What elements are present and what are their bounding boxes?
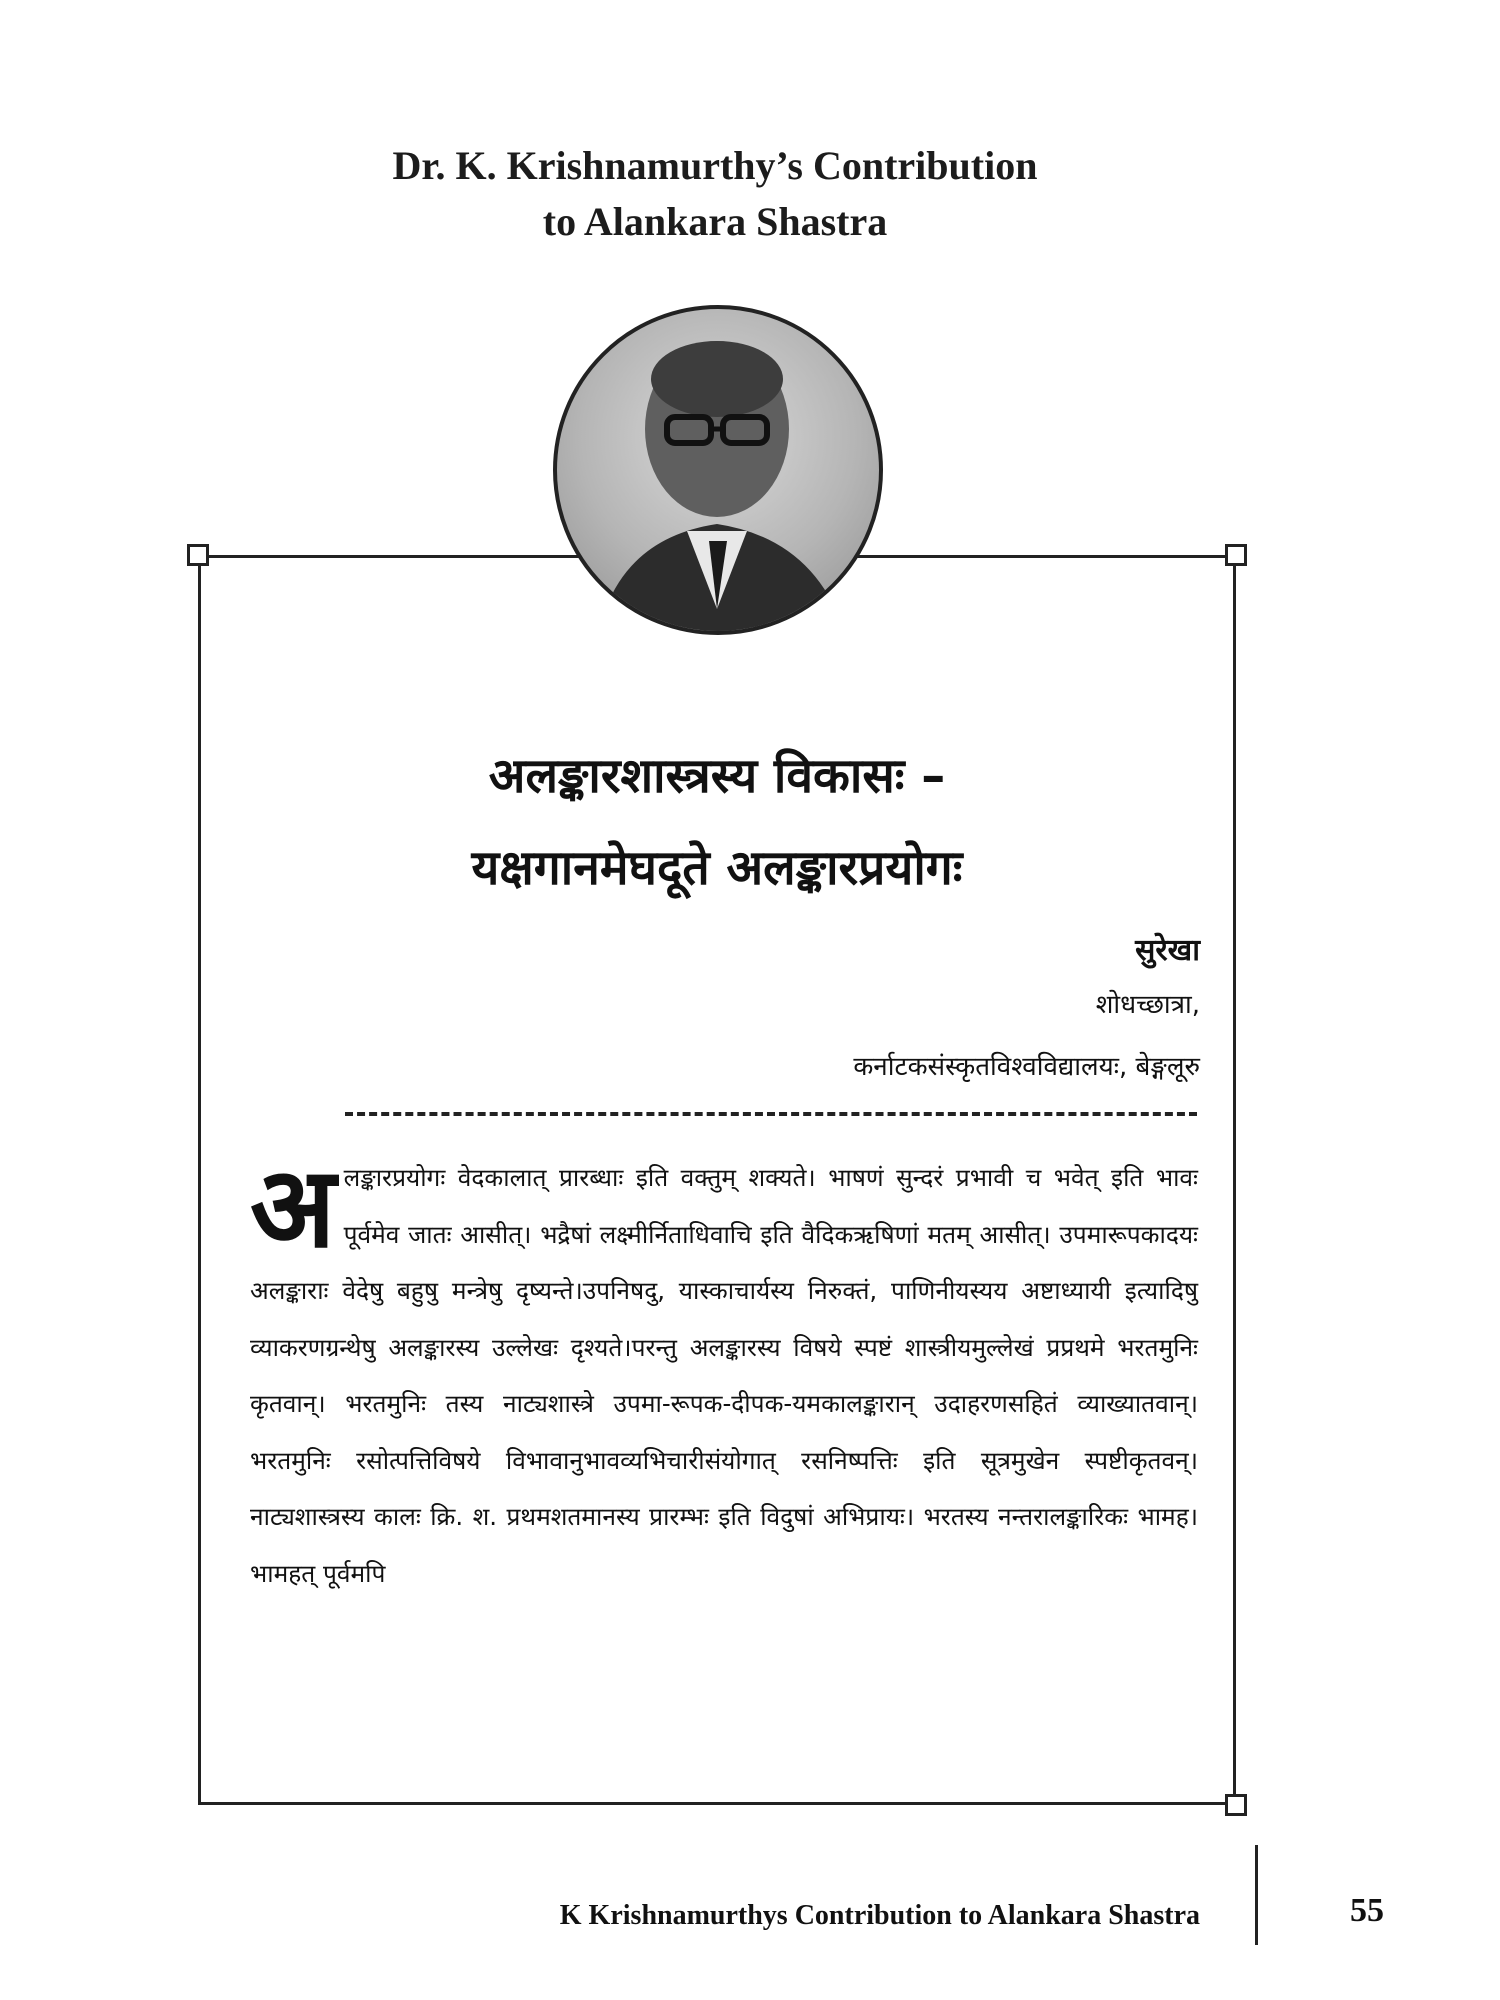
author-institution: कर्नाटकसंस्कृतविश्वविद्यालयः, बेङ्गलूरु <box>853 1052 1200 1082</box>
frame-corner-ornament <box>187 544 209 566</box>
article-body <box>250 1143 1198 1602</box>
author-name: सुरेखा <box>1135 933 1200 968</box>
footer-vertical-rule <box>1255 1845 1258 1945</box>
article-title-line1: अलङ्कारशास्त्रस्य विकासः – <box>488 748 946 804</box>
author-role: शोधच्छात्रा, <box>1095 990 1200 1020</box>
running-footer-title: K Krishnamurthys Contribution to Alankara Shastra <box>559 1900 1200 1931</box>
book-section-title-line1: Dr. K. Krishnamurthy’s Contribution <box>392 143 1038 188</box>
dashed-divider <box>345 1112 1197 1116</box>
book-section-title <box>0 138 1430 250</box>
page-number: 55 <box>1350 1892 1384 1929</box>
author-block <box>853 928 1200 1098</box>
frame-corner-ornament <box>1225 1794 1247 1816</box>
drop-cap-letter: अ <box>250 1143 336 1273</box>
book-section-title-line2: to Alankara Shastra <box>542 199 888 244</box>
author-portrait-photo <box>553 305 883 635</box>
portrait-silhouette-icon <box>557 309 883 635</box>
article-body-paragraph: लङ्कारप्रयोगः वेदकालात् प्रारब्धाः इति वक्तुम् शक्यते। भाषणं सुन्दरं प्रभावी च भवेत् इति भावः पूर्वमेव जातः आसीत्। भद्रैषां लक्ष्मीर्निताधिवाचि इति वैदिकऋषिणां मतम् आसीत्। उपमारूपकादयः अलङ्काराः वेदेषु बहुषु मन्त्रेषु दृष्यन्ते।उपनिषदु, यास्काचार्यस्य निरुक्तं, पाणिनीयस्यय अष्टाध्यायी इत्यादिषु व्याकरणग्रन्थेषु अलङ्कारस्य उल्लेखः दृश्यते।परन्तु अलङ्कारस्य विषये स्पष्टं शास्त्रीयमुल्लेखं प्रप्रथमे भरतमुनिः कृतवान्। भरतमुनिः तस्य नाट्यशास्त्रे उपमा-रूपक-दीपक-यमकालङ्कारान् उदाहरणसहितं व्याख्यातवान्। भरतमुनिः रसोत्पत्तिविषये विभावानुभावव्यभिचारीसंयोगात् रसनिष्पत्तिः इति सूत्रमुखेन स्पष्टीकृतवन्। नाट्यशास्त्रस्य कालः क्रि. श. प्रथमशतमानस्य प्रारम्भः इति विदुषां अभिप्रायः। भरतस्य नन्तरालङ्कारिकः भामह। भामहत् पूर्वमपि <box>250 1163 1198 1588</box>
article-title <box>198 730 1236 914</box>
frame-corner-ornament <box>1225 544 1247 566</box>
article-title-line2: यक्षगानमेघदूते अलङ्कारप्रयोगः <box>471 840 963 896</box>
